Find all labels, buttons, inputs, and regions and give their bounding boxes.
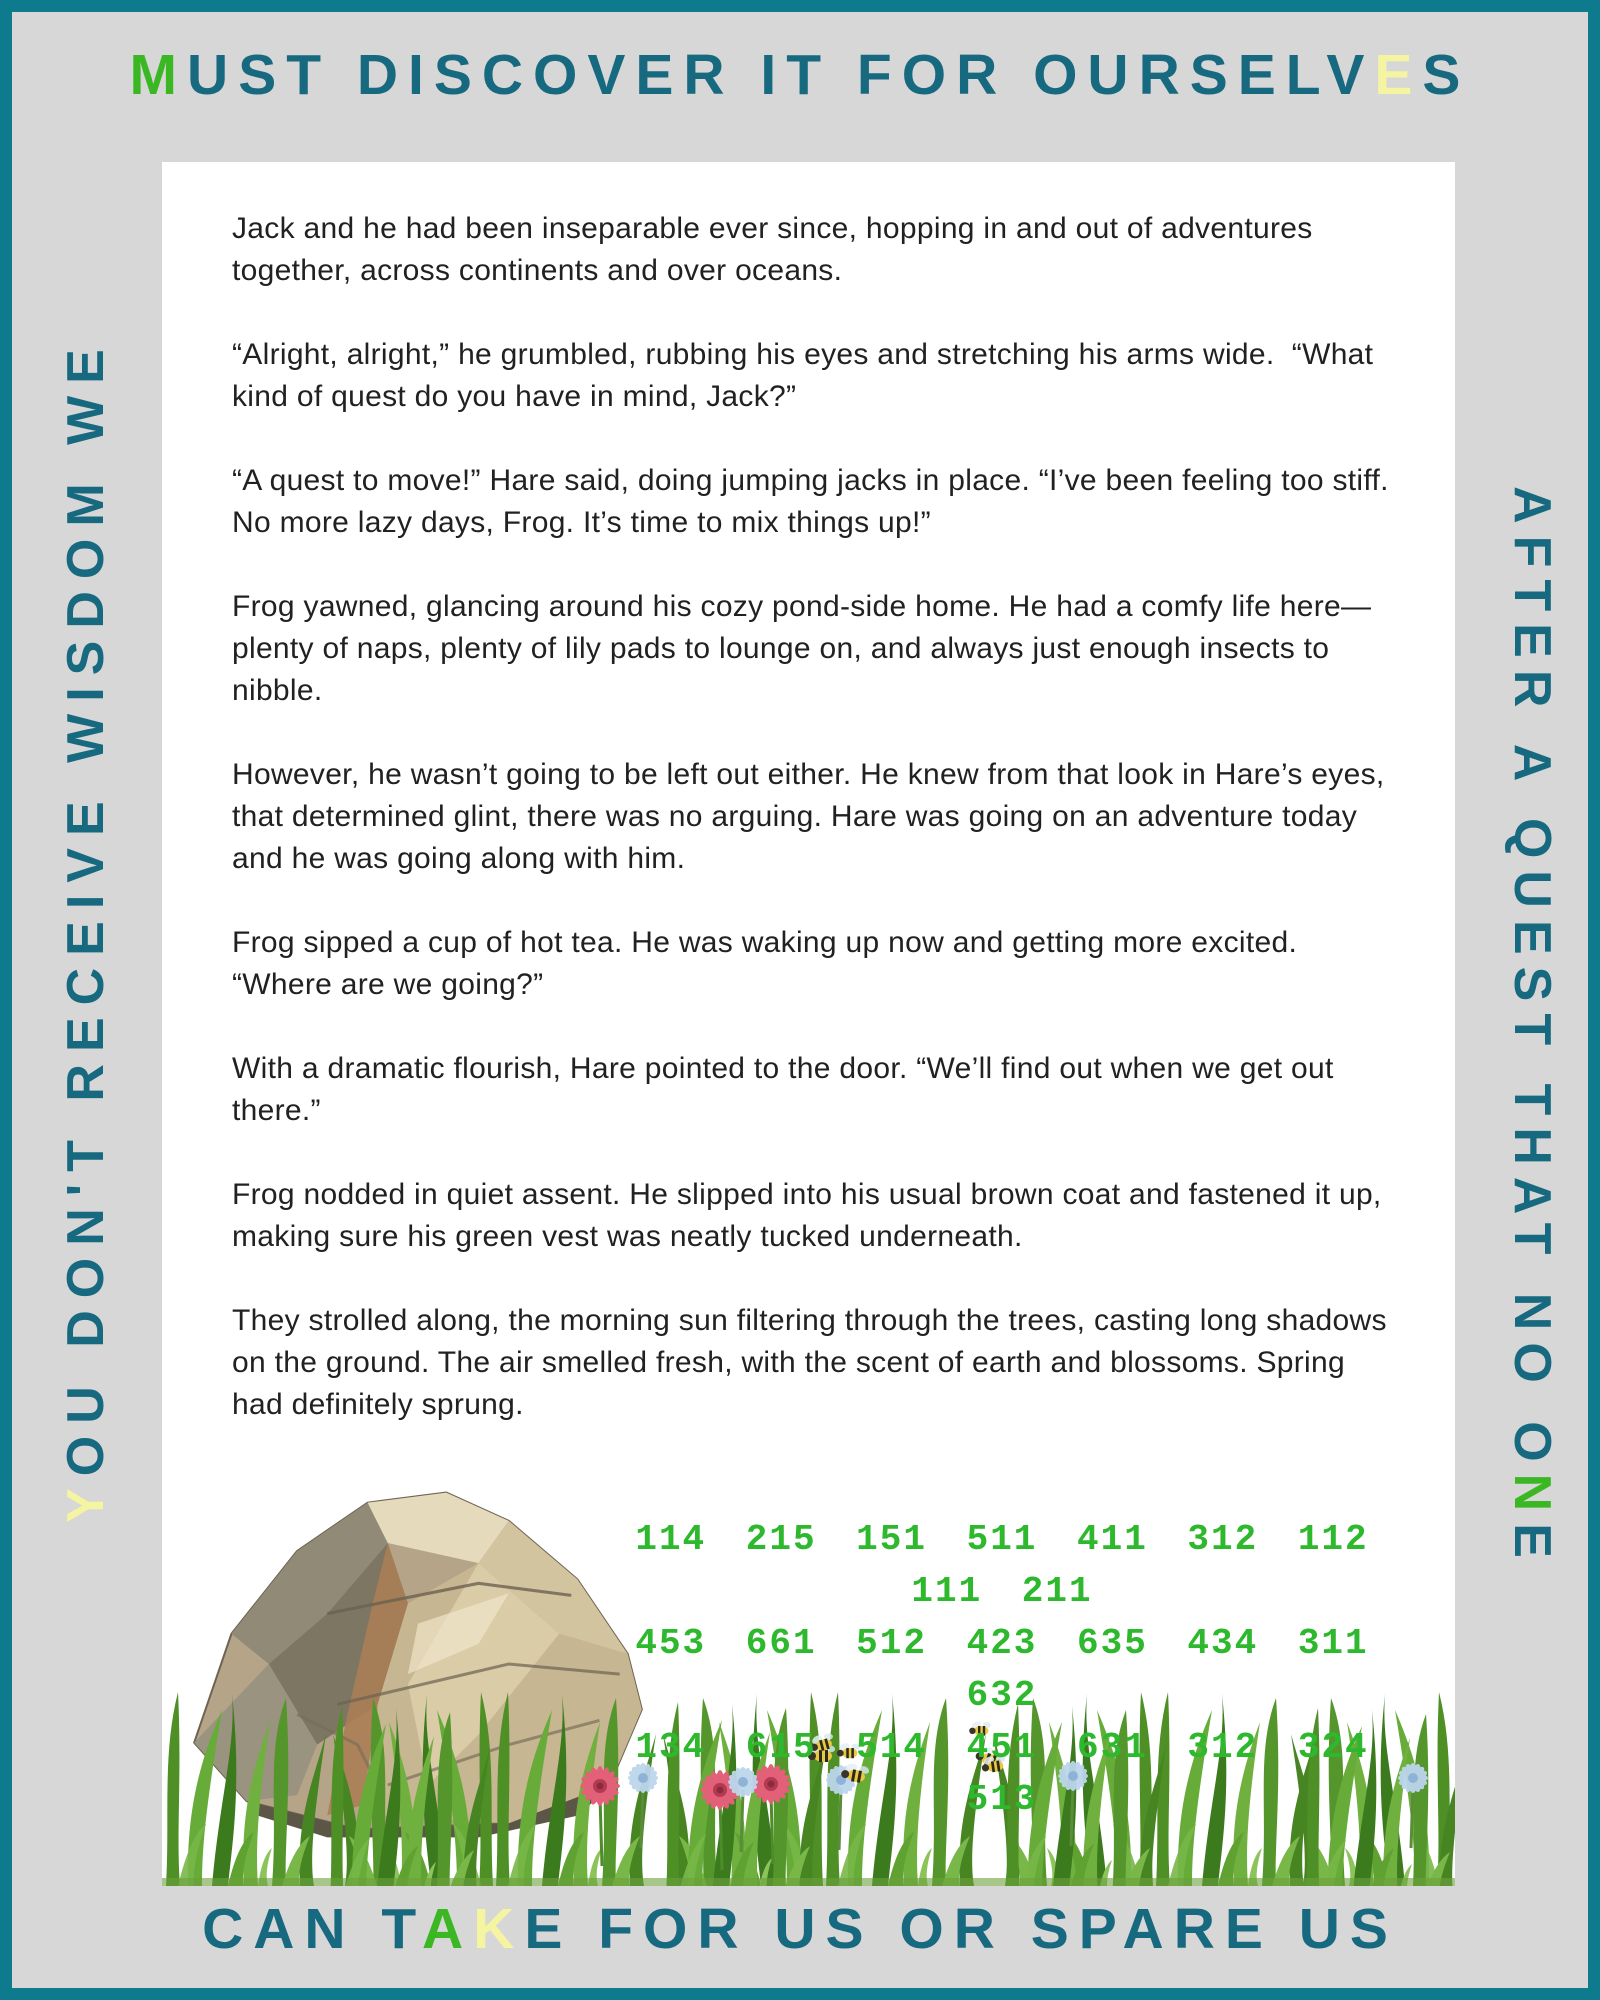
left-quote — [56, 337, 116, 1523]
story-paragraph: They strolled along, the morning sun filtering through the trees, casting long shadows on the ground. The air smelled fresh, with the scent of earth and blossoms. Spring had definitely sprung. — [232, 1304, 1396, 1421]
heading-segment: CAN T — [202, 1897, 423, 1961]
cipher-line: 114 215 151 511 411 312 112 111 211 — [635, 1519, 1369, 1612]
heading-segment: E FOR US OR SPARE US — [524, 1897, 1398, 1961]
right-quote — [1502, 486, 1562, 1570]
heading-segment: E — [1374, 43, 1423, 107]
story-paragraph: However, he wasn’t going to be left out either. He knew from that look in Hare’s eyes, that determined glint, there was no arguing. Hare was going on an adventure today and he was going along with him. — [232, 758, 1394, 875]
heading-segment: N — [1503, 1473, 1561, 1524]
heading-segment: M — [129, 43, 188, 107]
heading-segment: Y — [57, 1476, 115, 1523]
story-paragraph: “A quest to move!” Hare said, doing jumping jacks in place. “I’ve been feeling too stiff. No more lazy days, Frog. It’s time to mix things up!” — [232, 464, 1398, 539]
heading-segment: OU DON'T RECEIVE WISDOM WE — [57, 337, 115, 1477]
heading-segment: E — [1503, 1523, 1561, 1570]
top-quote — [0, 42, 1600, 108]
bottom-quote — [0, 1896, 1600, 1962]
story-paragraph: Frog nodded in quiet assent. He slipped into his usual brown coat and fastened it up, making sure his green vest was neatly tucked underneath. — [232, 1178, 1391, 1253]
heading-segment: AFTER A QUEST THAT NO O — [1503, 486, 1561, 1474]
story-text — [232, 208, 1402, 1468]
heading-segment: K — [473, 1897, 525, 1961]
heading-segment: UST DISCOVER IT FOR OURSELV — [187, 43, 1375, 107]
cipher-line: 134 615 514 451 631 312 324 513 — [635, 1727, 1369, 1820]
heading-segment: S — [1422, 43, 1471, 107]
story-paragraph: Jack and he had been inseparable ever since, hopping in and out of adventures together, across continents and over oceans. — [232, 212, 1322, 287]
story-paragraph: With a dramatic flourish, Hare pointed to the door. “We’ll find out when we get out there.” — [232, 1052, 1343, 1127]
cipher-line: 453 661 512 423 635 434 311 632 — [635, 1623, 1369, 1716]
story-paragraph: Frog sipped a cup of hot tea. He was waking up now and getting more excited. “Where are we going?” — [232, 926, 1306, 1001]
story-page — [162, 162, 1455, 1886]
heading-segment: A — [422, 1897, 474, 1961]
story-paragraph: “Alright, alright,” he grumbled, rubbing his eyes and stretching his arms wide. “What kind of quest do you have in mind, Jack?” — [232, 338, 1382, 413]
cipher-numbers — [632, 1514, 1372, 1826]
story-paragraph: Frog yawned, glancing around his cozy pond-side home. He had a comfy life here—plenty of naps, plenty of lily pads to lounge on, and always just enough insects to nibble. — [232, 590, 1372, 707]
